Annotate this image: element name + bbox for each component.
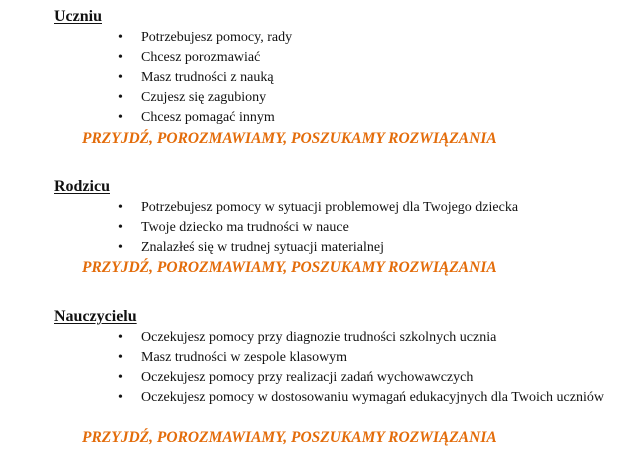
bullet-list bbox=[0, 28, 620, 128]
bullet-icon: • bbox=[118, 50, 123, 65]
list-item-text: Oczekujesz pomocy przy realizacji zadań wychowawczych bbox=[141, 370, 474, 385]
list-item bbox=[0, 198, 616, 218]
list-item bbox=[0, 238, 616, 258]
list-item-text: Twoje dziecko ma trudności w nauce bbox=[141, 220, 349, 235]
bullet-icon: • bbox=[118, 330, 123, 345]
bullet-icon: • bbox=[118, 200, 123, 215]
list-item bbox=[0, 218, 616, 238]
list-item-text: Chcesz pomagać innym bbox=[141, 110, 275, 125]
bullet-icon: • bbox=[118, 70, 123, 85]
list-item bbox=[0, 88, 616, 108]
list-item bbox=[0, 388, 616, 408]
bullet-icon: • bbox=[118, 350, 123, 365]
list-item bbox=[0, 368, 616, 388]
bullet-icon: • bbox=[118, 390, 123, 405]
list-item bbox=[0, 348, 616, 368]
list-item bbox=[0, 328, 616, 348]
bullet-icon: • bbox=[118, 90, 123, 105]
list-item bbox=[0, 28, 616, 48]
list-item-text: Potrzebujesz pomocy w sytuacji problemowej dla Twojego dziecka bbox=[141, 200, 519, 215]
bullet-icon: • bbox=[118, 110, 123, 125]
section-heading: Nauczycielu bbox=[54, 308, 137, 325]
call-to-action: PRZYJDŹ, POROZMAWIAMY, POSZUKAMY ROZWIĄZANIA bbox=[82, 259, 497, 276]
call-to-action: PRZYJDŹ, POROZMAWIAMY, POSZUKAMY ROZWIĄZANIA bbox=[82, 429, 497, 446]
list-item bbox=[0, 68, 616, 88]
list-item-text: Oczekujesz pomocy w dostosowaniu wymagań edukacyjnych dla Twoich uczniów bbox=[141, 390, 604, 405]
list-item-text: Czujesz się zagubiony bbox=[141, 90, 267, 105]
bullet-icon: • bbox=[118, 220, 123, 235]
bullet-icon: • bbox=[118, 370, 123, 385]
bullet-icon: • bbox=[118, 30, 123, 45]
call-to-action: PRZYJDŹ, POROZMAWIAMY, POSZUKAMY ROZWIĄZANIA bbox=[82, 130, 497, 147]
list-item-text: Znalazłeś się w trudnej sytuacji materialnej bbox=[141, 240, 384, 255]
list-item-text: Masz trudności w zespole klasowym bbox=[141, 350, 348, 365]
list-item-text: Oczekujesz pomocy przy diagnozie trudności szkolnych ucznia bbox=[141, 330, 497, 345]
section-heading: Uczniu bbox=[54, 8, 102, 25]
list-item bbox=[0, 48, 616, 68]
list-item bbox=[0, 108, 616, 128]
bullet-icon: • bbox=[118, 240, 123, 255]
bullet-list bbox=[0, 198, 620, 258]
list-item-text: Potrzebujesz pomocy, rady bbox=[141, 30, 293, 45]
bullet-list bbox=[0, 328, 620, 408]
list-item-text: Masz trudności z nauką bbox=[141, 70, 274, 85]
section-heading: Rodzicu bbox=[54, 178, 110, 195]
list-item-text: Chcesz porozmawiać bbox=[141, 50, 261, 65]
